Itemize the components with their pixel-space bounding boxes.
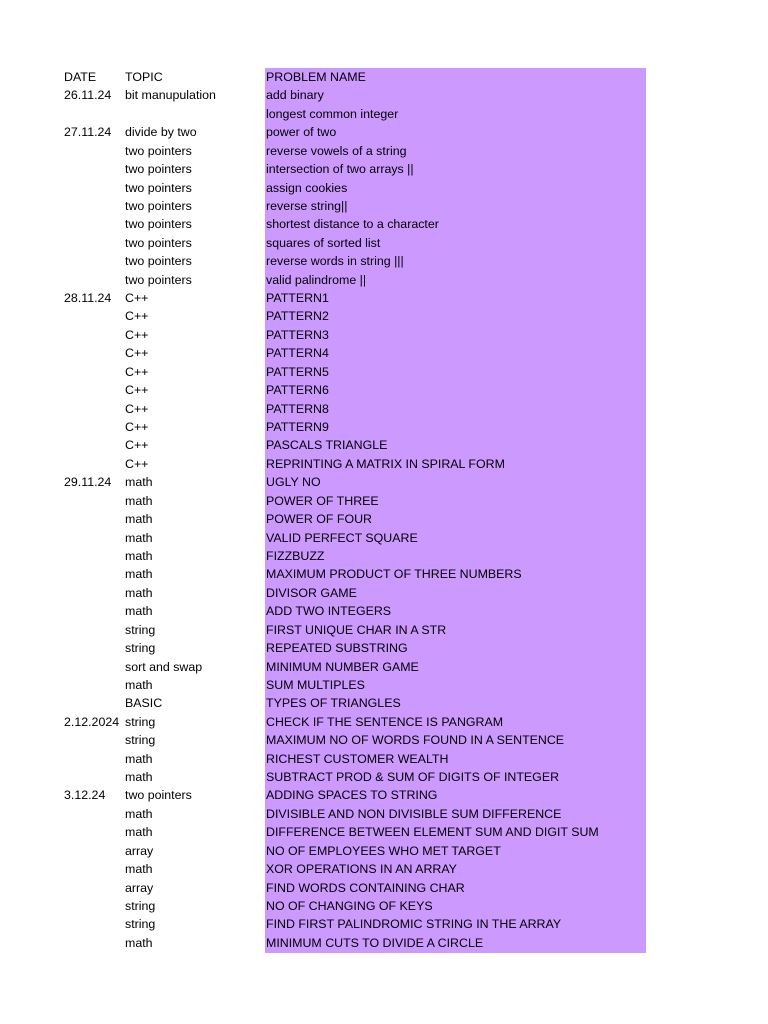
problem-name-cell: PATTERN3 bbox=[266, 327, 329, 342]
table-row bbox=[0, 731, 768, 749]
topic-cell: math bbox=[125, 475, 153, 490]
date-cell: 26.11.24 bbox=[64, 88, 112, 103]
topic-cell: C++ bbox=[125, 364, 149, 379]
topic-cell: array bbox=[125, 843, 154, 858]
date-cell: 27.11.24 bbox=[64, 125, 112, 140]
topic-cell: C++ bbox=[125, 401, 149, 416]
problem-name-cell: reverse words in string ||| bbox=[266, 254, 404, 269]
topic-cell: C++ bbox=[125, 291, 149, 306]
topic-cell: math bbox=[125, 935, 153, 950]
table-body bbox=[0, 86, 768, 952]
table-row bbox=[0, 289, 768, 307]
table-row bbox=[0, 455, 768, 473]
problem-name-cell: FIND FIRST PALINDROMIC STRING IN THE ARRAY bbox=[266, 917, 562, 932]
problem-name-cell: DIVISOR GAME bbox=[266, 585, 357, 600]
topic-cell: math bbox=[125, 493, 153, 508]
table-row bbox=[0, 584, 768, 602]
topic-cell: math bbox=[125, 825, 153, 840]
table-row bbox=[0, 639, 768, 657]
topic-cell: C++ bbox=[125, 327, 149, 342]
problem-name-cell: ADDING SPACES TO STRING bbox=[266, 788, 438, 803]
topic-cell: math bbox=[125, 585, 153, 600]
table-row bbox=[0, 768, 768, 786]
problem-name-cell: REPRINTING A MATRIX IN SPIRAL FORM bbox=[266, 456, 505, 471]
header-problem-name: PROBLEM NAME bbox=[266, 70, 366, 84]
table-row bbox=[0, 842, 768, 860]
topic-cell: string bbox=[125, 714, 156, 729]
problem-name-cell: POWER OF FOUR bbox=[266, 512, 373, 527]
topic-cell: string bbox=[125, 641, 156, 656]
table-row bbox=[0, 529, 768, 547]
problem-name-cell: SUM MULTIPLES bbox=[266, 677, 365, 692]
problem-name-cell: shortest distance to a character bbox=[266, 217, 439, 232]
table-row bbox=[0, 621, 768, 639]
topic-cell: string bbox=[125, 898, 156, 913]
problem-name-cell: MINIMUM CUTS TO DIVIDE A CIRCLE bbox=[266, 935, 484, 950]
table-row bbox=[0, 105, 768, 123]
header-date: DATE bbox=[64, 70, 97, 84]
problem-name-cell: PATTERN9 bbox=[266, 420, 329, 435]
date-cell: 28.11.24 bbox=[64, 291, 112, 306]
table-row bbox=[0, 215, 768, 233]
table-row bbox=[0, 510, 768, 528]
problem-name-cell: CHECK IF THE SENTENCE IS PANGRAM bbox=[266, 714, 504, 729]
problem-name-cell: NO OF CHANGING OF KEYS bbox=[266, 898, 433, 913]
topic-cell: BASIC bbox=[125, 696, 163, 711]
problem-name-cell: FIND WORDS CONTAINING CHAR bbox=[266, 880, 465, 895]
date-cell: 29.11.24 bbox=[64, 475, 112, 490]
topic-cell: two pointers bbox=[125, 180, 192, 195]
table-row bbox=[0, 492, 768, 510]
table-row bbox=[0, 234, 768, 252]
problem-name-cell: PATTERN4 bbox=[266, 346, 329, 361]
table-row bbox=[0, 400, 768, 418]
table-row bbox=[0, 326, 768, 344]
topic-cell: string bbox=[125, 733, 156, 748]
problem-name-cell: SUBTRACT PROD & SUM OF DIGITS OF INTEGER bbox=[266, 770, 560, 785]
problem-name-cell: TYPES OF TRIANGLES bbox=[266, 696, 401, 711]
topic-cell: math bbox=[125, 677, 153, 692]
topic-cell: C++ bbox=[125, 438, 149, 453]
topic-cell: C++ bbox=[125, 309, 149, 324]
table-row bbox=[0, 694, 768, 712]
topic-cell: array bbox=[125, 880, 154, 895]
table-row bbox=[0, 307, 768, 325]
table-row bbox=[0, 197, 768, 215]
problem-name-cell: intersection of two arrays || bbox=[266, 162, 414, 177]
topic-cell: bit manupulation bbox=[125, 88, 216, 103]
problem-name-cell: MINIMUM NUMBER GAME bbox=[266, 659, 419, 674]
topic-cell: math bbox=[125, 862, 153, 877]
problem-name-cell: assign cookies bbox=[266, 180, 348, 195]
problem-name-cell: REPEATED SUBSTRING bbox=[266, 641, 408, 656]
topic-cell: math bbox=[125, 806, 153, 821]
topic-cell: two pointers bbox=[125, 272, 192, 287]
topic-cell: string bbox=[125, 622, 156, 637]
table-row bbox=[0, 786, 768, 804]
topic-cell: math bbox=[125, 770, 153, 785]
problem-name-cell: PATTERN1 bbox=[266, 291, 329, 306]
table-row bbox=[0, 915, 768, 933]
table-row bbox=[0, 160, 768, 178]
table-row bbox=[0, 750, 768, 768]
topic-cell: string bbox=[125, 917, 156, 932]
problem-name-cell: NO OF EMPLOYEES WHO MET TARGET bbox=[266, 843, 501, 858]
table-row bbox=[0, 547, 768, 565]
topic-cell: math bbox=[125, 604, 153, 619]
problem-name-cell: reverse string|| bbox=[266, 198, 348, 213]
table-row bbox=[0, 418, 768, 436]
topic-cell: C++ bbox=[125, 456, 149, 471]
table-row bbox=[0, 123, 768, 141]
problem-name-cell: DIFFERENCE BETWEEN ELEMENT SUM AND DIGIT SUM bbox=[266, 825, 599, 840]
problem-name-cell: MAXIMUM NO OF WORDS FOUND IN A SENTENCE bbox=[266, 733, 565, 748]
problem-name-cell: squares of sorted list bbox=[266, 235, 381, 250]
problem-name-cell: DIVISIBLE AND NON DIVISIBLE SUM DIFFERENCE bbox=[266, 806, 562, 821]
table-row bbox=[0, 436, 768, 454]
topic-cell: two pointers bbox=[125, 162, 192, 177]
table-row bbox=[0, 473, 768, 491]
topic-cell: two pointers bbox=[125, 198, 192, 213]
header-topic: TOPIC bbox=[125, 70, 163, 84]
header-row bbox=[0, 68, 768, 86]
table-row bbox=[0, 381, 768, 399]
problem-name-cell: XOR OPERATIONS IN AN ARRAY bbox=[266, 862, 457, 877]
table-row bbox=[0, 271, 768, 289]
topic-cell: divide by two bbox=[125, 125, 197, 140]
problem-name-cell: UGLY NO bbox=[266, 475, 321, 490]
topic-cell: two pointers bbox=[125, 217, 192, 232]
problem-name-cell: PATTERN8 bbox=[266, 401, 329, 416]
topic-cell: two pointers bbox=[125, 235, 192, 250]
topic-cell: math bbox=[125, 751, 153, 766]
problem-name-cell: POWER OF THREE bbox=[266, 493, 379, 508]
spreadsheet bbox=[0, 68, 768, 952]
problem-name-cell: MAXIMUM PRODUCT OF THREE NUMBERS bbox=[266, 567, 522, 582]
problem-name-cell: VALID PERFECT SQUARE bbox=[266, 530, 418, 545]
problem-name-cell: PATTERN6 bbox=[266, 383, 329, 398]
topic-cell: math bbox=[125, 567, 153, 582]
table-row bbox=[0, 879, 768, 897]
problem-name-cell: power of two bbox=[266, 125, 337, 140]
topic-cell: math bbox=[125, 512, 153, 527]
problem-name-cell: PASCALS TRIANGLE bbox=[266, 438, 388, 453]
table-row bbox=[0, 363, 768, 381]
problem-name-cell: PATTERN5 bbox=[266, 364, 329, 379]
table-row bbox=[0, 860, 768, 878]
table-row bbox=[0, 142, 768, 160]
table-row bbox=[0, 252, 768, 270]
topic-cell: two pointers bbox=[125, 788, 192, 803]
table-row bbox=[0, 86, 768, 104]
table-row bbox=[0, 344, 768, 362]
table-row bbox=[0, 713, 768, 731]
problem-name-cell: ADD TWO INTEGERS bbox=[266, 604, 392, 619]
topic-cell: two pointers bbox=[125, 143, 192, 158]
topic-cell: math bbox=[125, 530, 153, 545]
table-row bbox=[0, 676, 768, 694]
date-cell: 2.12.2024 bbox=[64, 714, 120, 729]
topic-cell: math bbox=[125, 548, 153, 563]
problem-name-cell: longest common integer bbox=[266, 106, 399, 121]
problem-name-cell: reverse vowels of a string bbox=[266, 143, 407, 158]
problem-name-cell: PATTERN2 bbox=[266, 309, 329, 324]
topic-cell: two pointers bbox=[125, 254, 192, 269]
table-row bbox=[0, 805, 768, 823]
table-row bbox=[0, 823, 768, 841]
problem-name-cell: valid palindrome || bbox=[266, 272, 367, 287]
table-row bbox=[0, 897, 768, 915]
table-row bbox=[0, 934, 768, 952]
problem-name-cell: FIZZBUZZ bbox=[266, 548, 325, 563]
table-row bbox=[0, 565, 768, 583]
table-row bbox=[0, 179, 768, 197]
topic-cell: C++ bbox=[125, 420, 149, 435]
date-cell: 3.12.24 bbox=[64, 788, 106, 803]
table-row bbox=[0, 658, 768, 676]
problem-name-cell: FIRST UNIQUE CHAR IN A STR bbox=[266, 622, 447, 637]
table-row bbox=[0, 602, 768, 620]
problem-name-cell: RICHEST CUSTOMER WEALTH bbox=[266, 751, 449, 766]
problem-name-cell: add binary bbox=[266, 88, 324, 103]
topic-cell: sort and swap bbox=[125, 659, 203, 674]
topic-cell: C++ bbox=[125, 346, 149, 361]
topic-cell: C++ bbox=[125, 383, 149, 398]
